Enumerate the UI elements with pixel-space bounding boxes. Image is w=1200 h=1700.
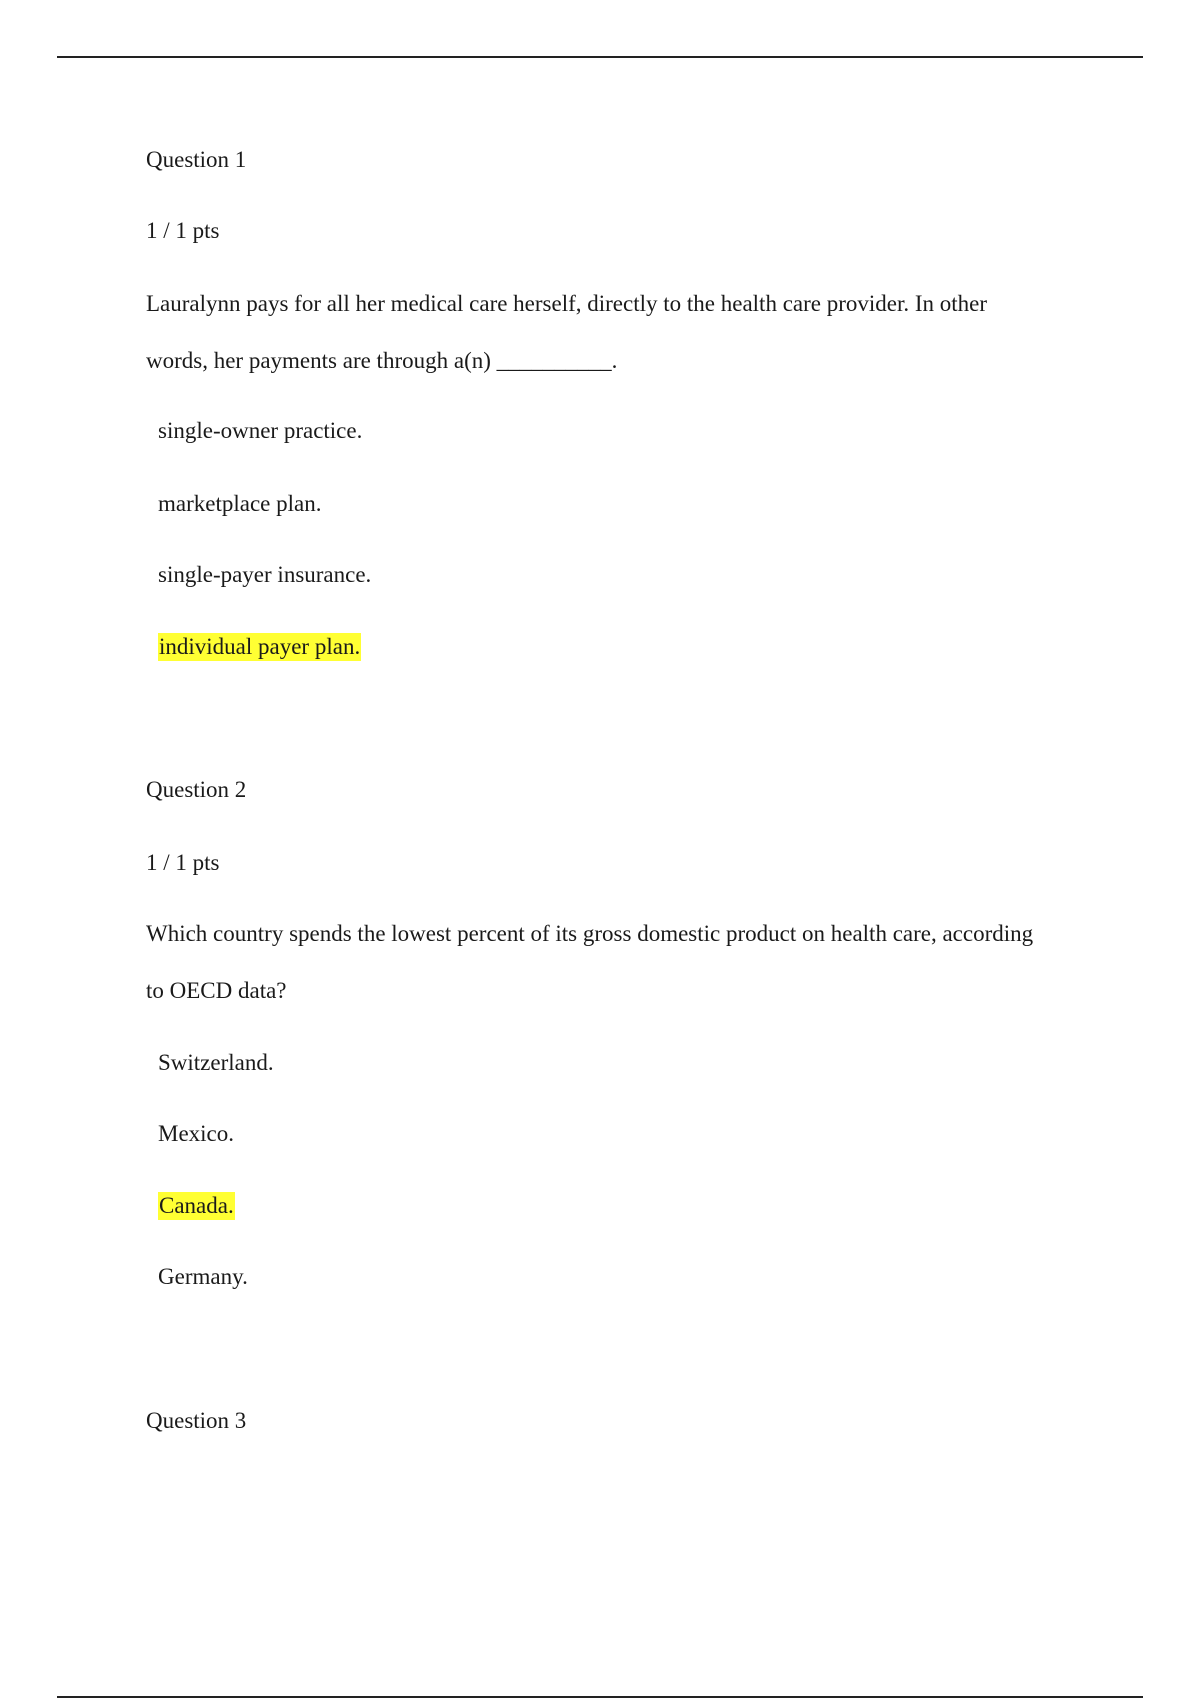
question-score: 1 / 1 pts: [146, 850, 220, 875]
answer-option[interactable]: [158, 417, 362, 445]
highlighted-answer-label: individual payer plan.: [159, 634, 361, 659]
answer-option-selected[interactable]: [158, 633, 361, 661]
question-title: Question 2: [146, 777, 247, 802]
answer-option-selected[interactable]: [158, 1192, 235, 1220]
question-title: Question 3: [146, 1408, 247, 1433]
question-title: Question 1: [146, 147, 247, 172]
answer-option[interactable]: [158, 490, 321, 518]
answer-option-label: Mexico.: [158, 1121, 235, 1146]
answer-option-label: marketplace plan.: [158, 491, 322, 516]
answer-option-label: single-payer insurance.: [158, 562, 372, 587]
highlighted-answer-label: Canada.: [159, 1193, 234, 1218]
question-prompt-line-2: to OECD data?: [146, 978, 287, 1003]
answer-option-label: Germany.: [158, 1264, 248, 1289]
answer-option[interactable]: [158, 561, 371, 589]
answer-option[interactable]: [158, 1120, 234, 1148]
header-rule: [57, 56, 1143, 58]
footer-rule: [57, 1696, 1143, 1698]
answer-option[interactable]: [158, 1263, 248, 1291]
question-prompt-line-2: words, her payments are through a(n) __________.: [146, 348, 618, 373]
answer-option-label: single-owner practice.: [158, 418, 363, 443]
answer-option-label: Switzerland.: [158, 1050, 274, 1075]
question-score: 1 / 1 pts: [146, 218, 220, 243]
answer-option[interactable]: [158, 1049, 274, 1077]
question-prompt-line-1: Lauralynn pays for all her medical care herself, directly to the health care provider. In other: [146, 291, 988, 316]
question-prompt-line-1: Which country spends the lowest percent of its gross domestic product on health care, according: [146, 921, 1034, 946]
